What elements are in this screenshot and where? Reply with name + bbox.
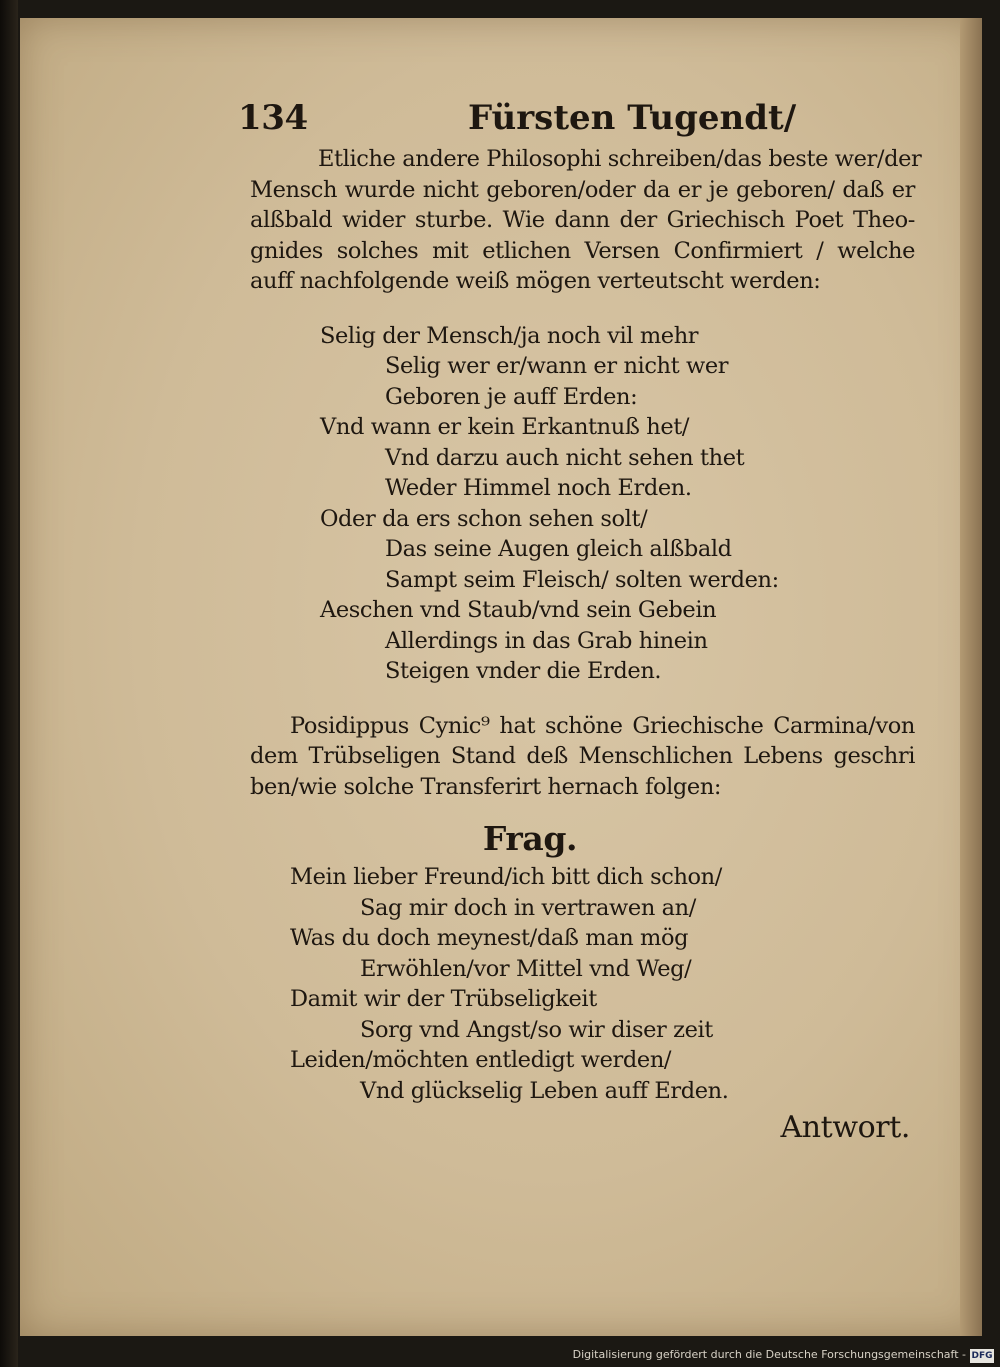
- verse-line: Erwöhlen/vor Mittel vnd Weg/: [360, 955, 692, 982]
- text-line: alßbald wider sturbe. Wie dann der Griechisch Poet Theo-: [250, 207, 915, 233]
- page-number: 134: [238, 98, 308, 138]
- verse-line: Oder da ers schon sehen solt/: [320, 505, 648, 532]
- paragraph-philosophi: [230, 144, 930, 297]
- verse-line: Aeschen vnd Staub/vnd sein Gebein: [320, 597, 717, 623]
- page-text: [230, 98, 930, 1150]
- page-header: [230, 98, 930, 144]
- verse-line: Weder Himmel noch Erden.: [385, 475, 692, 501]
- verse-line: Mein lieber Freund/ich bitt dich schon/: [290, 864, 722, 890]
- verse-line: Das seine Augen gleich alßbald: [385, 536, 732, 562]
- verse-line: Allerdings in das Grab hinein: [385, 627, 708, 654]
- verse-line: Damit wir der Trübseligkeit: [290, 986, 597, 1012]
- section-heading: Frag.: [482, 819, 578, 858]
- scan-background-edge: [0, 0, 18, 1367]
- paragraph-posidippus: [230, 711, 930, 803]
- poem-frag: [230, 862, 930, 1106]
- verse-line: Steigen vnder die Erden.: [385, 658, 662, 684]
- poem-theognides: [230, 321, 930, 687]
- text-line: Etliche andere Philosophi schreiben/das beste wer/der: [318, 146, 922, 172]
- verse-line: Leiden/möchten entledigt werden/: [290, 1047, 672, 1073]
- verse-line: Vnd darzu auch nicht sehen thet: [385, 444, 745, 471]
- verse-line: Selig der Mensch/ja noch vil mehr: [320, 322, 699, 349]
- verse-line: Vnd wann er kein Erkantnuß het/: [320, 414, 690, 440]
- text-line: Posidippus Cynic⁹ hat schöne Griechische Carmina/von: [290, 712, 915, 739]
- verse-line: Sampt seim Fleisch/ solten werden:: [385, 566, 779, 593]
- text-line: ben/wie solche Transferirt hernach folgen:: [250, 773, 722, 800]
- verse-line: Was du doch meynest/daß man mög: [290, 925, 689, 951]
- verse-line: Sorg vnd Angst/so wir diser zeit: [360, 1016, 713, 1043]
- verse-line: Sag mir doch in vertrawen an/: [360, 894, 696, 921]
- text-line: gnides solches mit etlichen Versen Confirmiert / welche: [250, 237, 915, 264]
- verse-line: Selig wer er/wann er nicht wer: [385, 353, 729, 379]
- verse-line: Geboren je auff Erden:: [385, 383, 638, 410]
- text-line: dem Trübseligen Stand deß Menschlichen Lebens geschri: [250, 743, 915, 769]
- digitization-note: Digitalisierung gefördert durch die Deutsche Forschungsgemeinschaft -: [572, 1348, 966, 1361]
- text-line: Mensch wurde nicht geboren/oder da er je geboren/ daß er: [250, 176, 915, 203]
- page-edge-shadow: [960, 18, 982, 1336]
- dfg-logo: DFG: [971, 1351, 993, 1361]
- text-line: auff nachfolgende weiß mögen verteutscht werden:: [250, 268, 821, 294]
- verse-line: Vnd glückselig Leben auff Erden.: [360, 1077, 729, 1104]
- running-head: Fürsten Tugendt/: [468, 98, 797, 138]
- catchword: Antwort.: [780, 1110, 910, 1145]
